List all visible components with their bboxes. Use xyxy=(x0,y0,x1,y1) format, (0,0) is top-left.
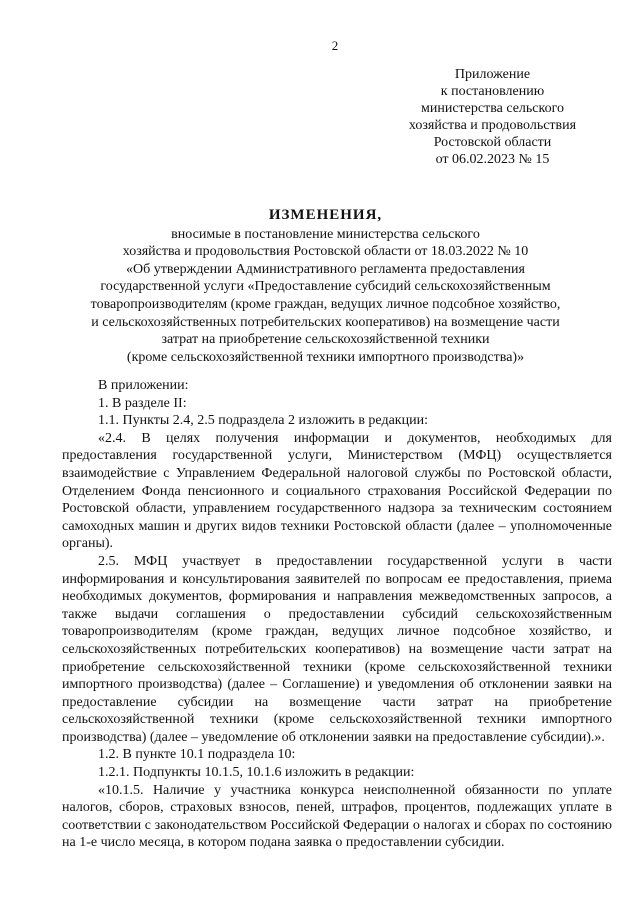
body-paragraph: В приложении: xyxy=(98,378,189,393)
body-paragraph: «2.4. В целях получения информации и документов, необходимых для предоставления государственной услуги, Министерством (МФЦ) осуществляется взаимодействие с Управлением Федеральной налоговой службы по Ростовской области, Отделением Фонда пенсионного и социального страхования Российской Федерации по Ростовской области, управлением государственного надзора за техническим состоянием самоходных машин и других видов техники Ростовской области (далее – уполномоченные органы). xyxy=(62,430,612,552)
appendix-line: Ростовской области xyxy=(433,135,552,150)
appendix-line: хозяйства и продовольствия xyxy=(408,118,577,133)
title-line: товаропроизводителям (кроме граждан, ведущих личное подсобное хозяйство, xyxy=(90,296,561,312)
body-paragraph: 1.2. В пункте 10.1 подраздела 10: xyxy=(98,747,296,763)
page-number: 2 xyxy=(331,38,339,53)
title-line: вносимые в постановление министерства сельского xyxy=(171,226,480,242)
body-paragraph: «10.1.5. Наличие у участника конкурса неисполненной обязанности по уплате налогов, сборов, страховых взносов, пеней, штрафов, процентов, подлежащих уплате в соответствии с законодательством Российской Федерации о налогах и сборах по состоянию на 1-е число месяца, в котором подана заявка о предоставлении субсидии. xyxy=(62,782,612,851)
title-line: и сельскохозяйственных потребительских кооперативов) на возмещение части xyxy=(91,314,560,330)
appendix-line: от 06.02.2023 № 15 xyxy=(435,152,550,167)
document-title-block xyxy=(58,207,593,366)
title-line: хозяйства и продовольствия Ростовской области от 18.03.2022 № 10 xyxy=(122,244,529,260)
appendix-line: министерства сельского xyxy=(420,101,565,116)
body-paragraph: 1.1. Пункты 2.4, 2.5 подраздела 2 изложить в редакции: xyxy=(98,413,428,429)
appendix-line: к постановлению xyxy=(440,84,545,99)
document-body xyxy=(62,377,612,852)
title-line: (кроме сельскохозяйственной техники импортного производства)» xyxy=(126,349,525,365)
document-heading: ИЗМЕНЕНИЯ, xyxy=(268,207,383,223)
title-line: государственной услуги «Предоставление субсидий сельскохозяйственным xyxy=(100,279,551,295)
body-paragraph: 1. В разделе II: xyxy=(98,395,187,411)
appendix-block xyxy=(380,66,605,168)
title-line: «Об утверждении Административного регламента предоставления xyxy=(126,261,525,277)
appendix-line: Приложение xyxy=(454,67,531,82)
body-paragraph: 2.5. МФЦ участвует в предоставлении государственной услуги в части информирования и консультирования заявителей по вопросам ее предоставления, приема необходимых документов, формирования и направления межведомственных запросов, а также выдачи соглашения о предоставлении субсидий сельскохозяйственным товаропроизводителям (кроме граждан, ведущих личное подсобное хозяйство, и сельскохозяйственных потребительских кооперативов) на возмещение части затрат на приобретение сельскохозяйственной техники (кроме сельскохозяйственной техники импортного производства) (далее – Соглашение) и уведомления об отклонении заявки на предоставление субсидии на возмещение части затрат на приобретение сельскохозяйственной техники (кроме сельскохозяйственной техники импортного производства) (далее – уведомление об отклонении заявки на предоставление субсидии).». xyxy=(62,553,612,745)
body-paragraph: 1.2.1. Подпункты 10.1.5, 10.1.6 изложить в редакции: xyxy=(98,765,415,781)
title-line: затрат на приобретение сельскохозяйственной техники xyxy=(161,332,490,348)
